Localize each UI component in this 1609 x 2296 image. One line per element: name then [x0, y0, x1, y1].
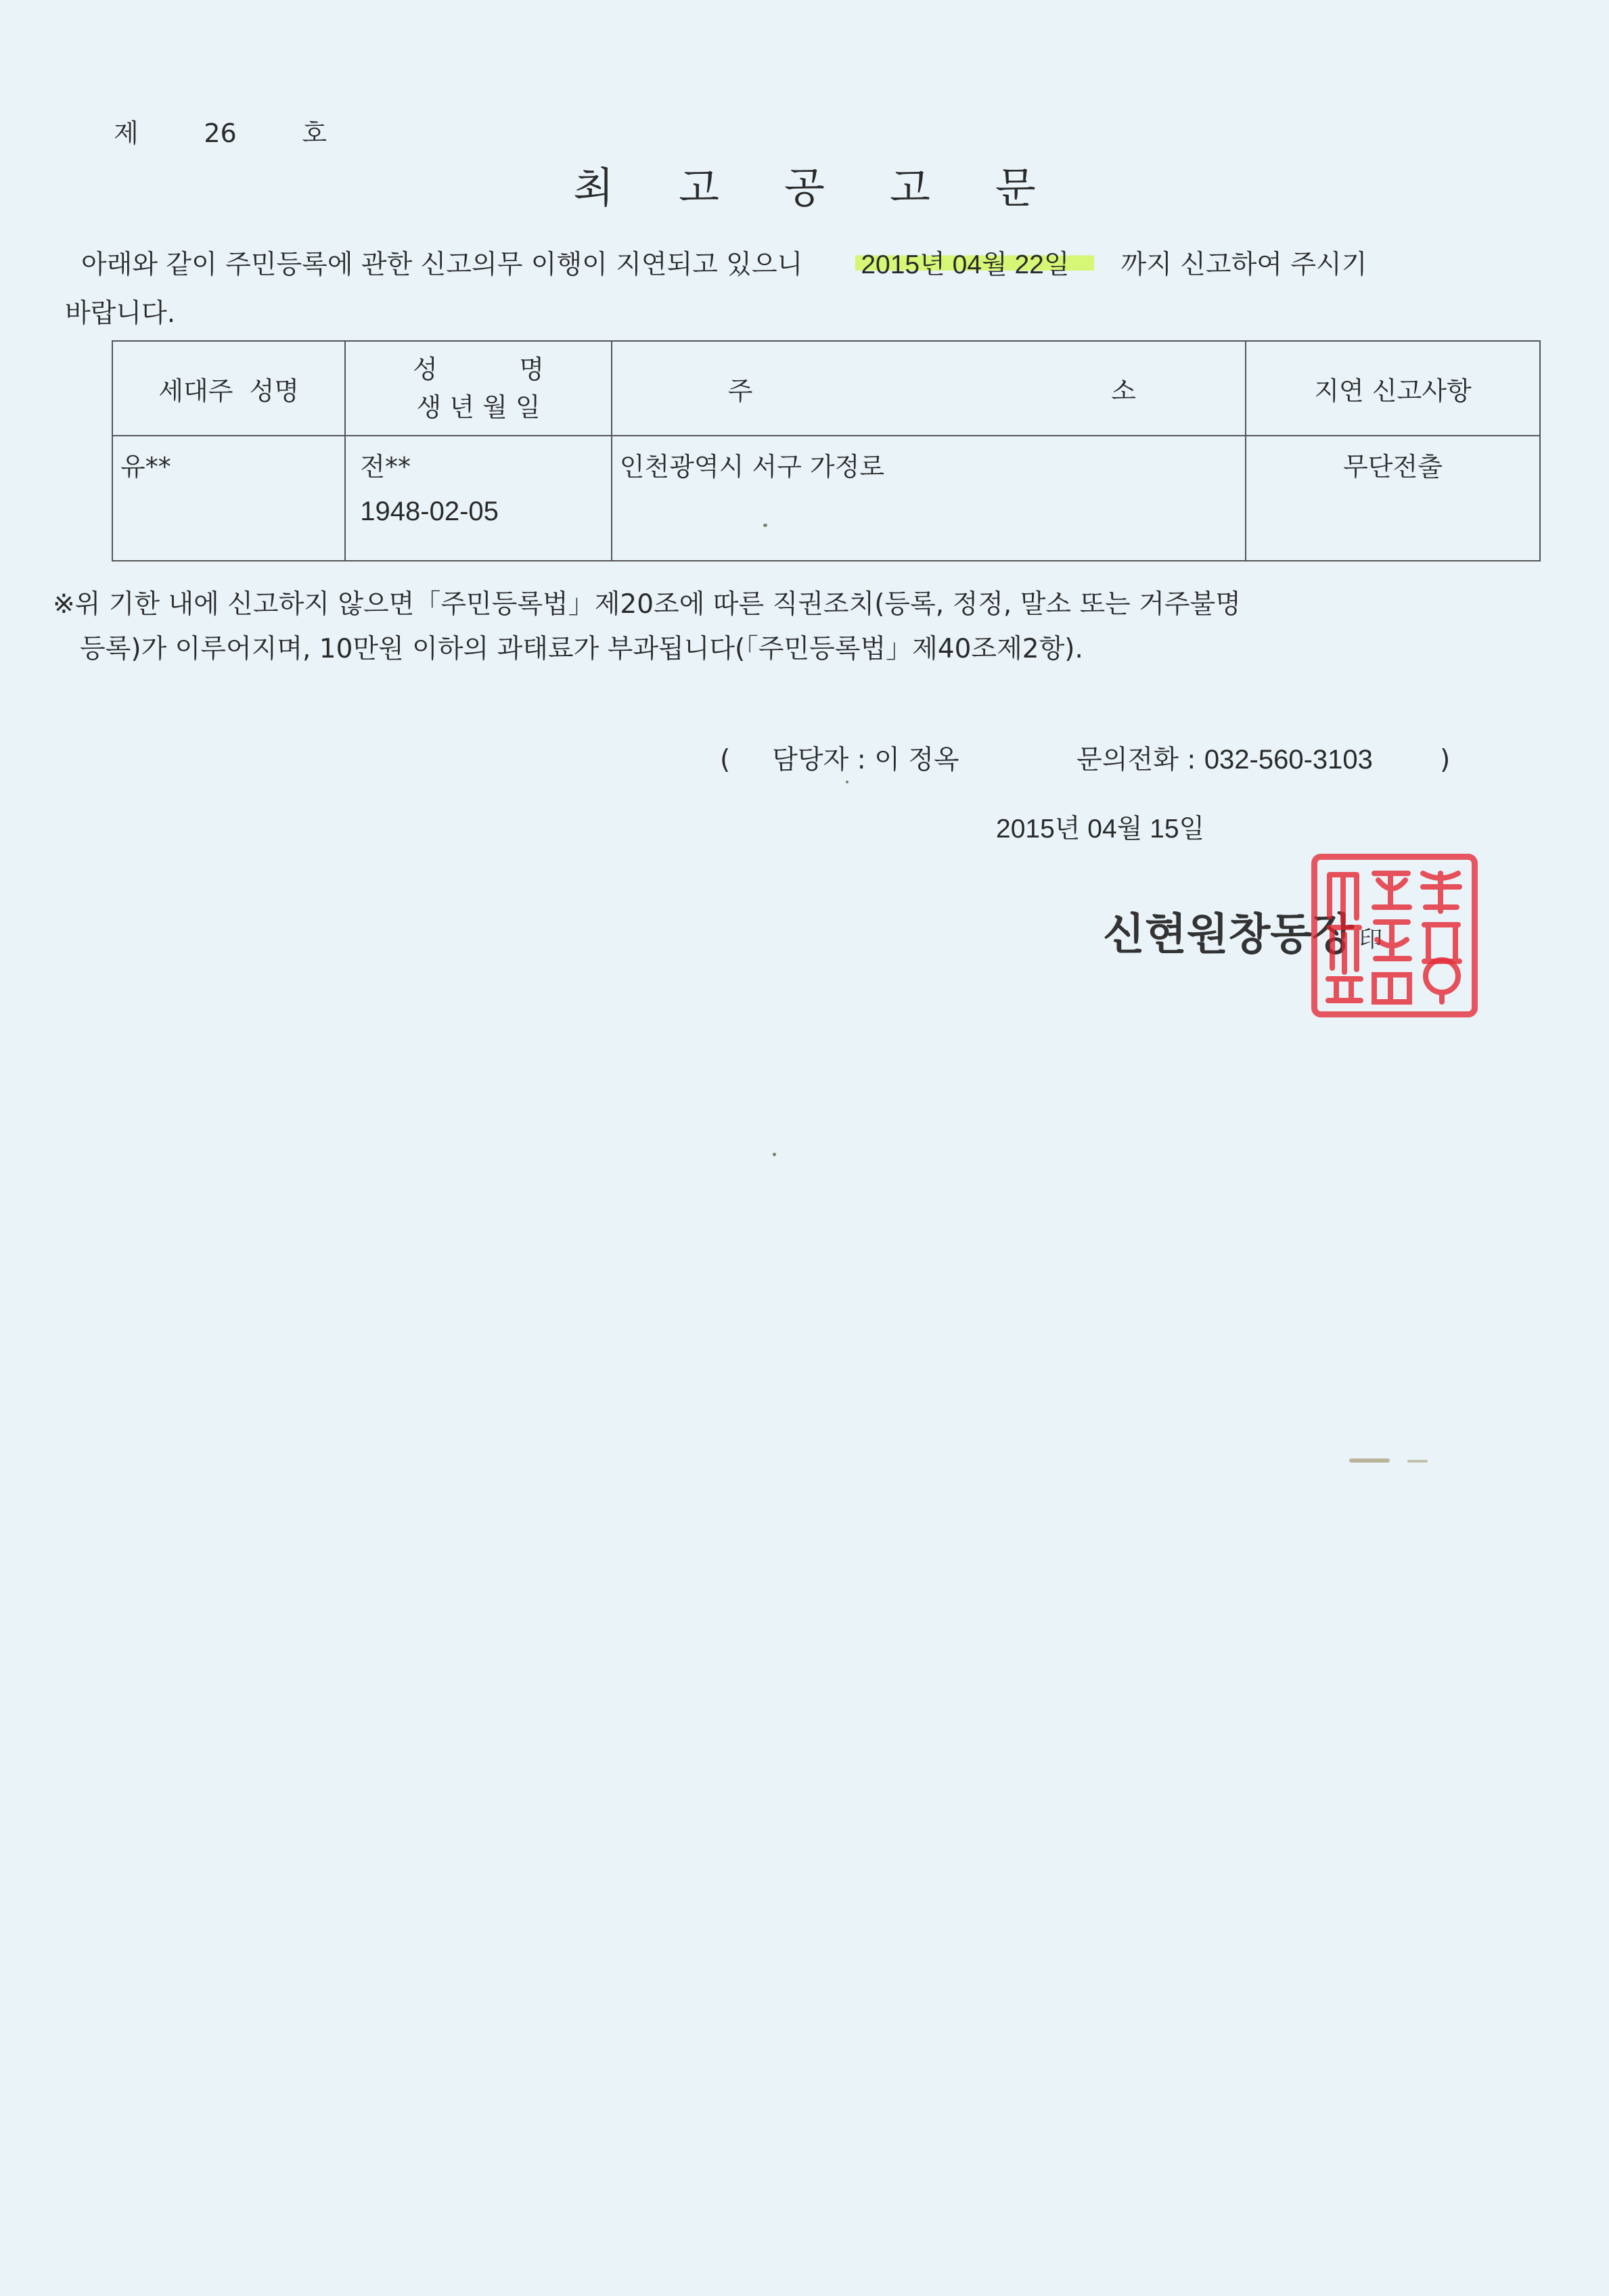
title-char: 고	[889, 163, 930, 212]
issue-date: 2015년 04월 15일	[996, 814, 1205, 844]
seal-stamp-icon	[1317, 860, 1472, 1011]
header-birthdate: 생 년 월 일	[416, 392, 541, 422]
warning-note-line1: ※위 기한 내에 신고하지 않으면「주민등록법」제20조에 따른 직권조치(등록, 정정, 말소 또는 거주불명	[53, 589, 1241, 620]
cell-birth-date: 1948-02-05	[360, 497, 499, 526]
header-name-birthdate	[345, 341, 612, 436]
doc-number-suffix: 호	[302, 118, 327, 148]
document-number	[114, 112, 327, 150]
header-name: 성 명	[412, 354, 545, 384]
intro-text-after: 까지 신고하여 주시기	[1120, 250, 1367, 280]
contact-person-name: 이 정옥	[874, 745, 959, 775]
official-seal	[1311, 854, 1478, 1017]
warning-note-line2: 등록)가 이루어지며, 10만원 이하의 과태료가 부과됩니다(「주민등록법」제40조제2항).	[80, 634, 1083, 664]
intro-text-before: 아래와 같이 주민등록에 관한 신고의무 이행이 지연되고 있으니	[81, 250, 803, 280]
paper-speck	[1407, 1460, 1428, 1463]
header-delay-item: 지연 신고사항	[1246, 341, 1540, 436]
contact-close-paren: )	[1440, 745, 1451, 775]
contact-phone-label: 문의전화 :	[1077, 745, 1196, 775]
contact-phone: 032-560-3103	[1204, 745, 1373, 775]
contact-open-paren: (	[720, 745, 731, 775]
contact-person-label: 담당자 :	[772, 745, 866, 775]
cell-delay-item: 무단전출	[1343, 452, 1443, 482]
intro-paragraph	[81, 244, 1367, 281]
deadline-date-highlight: 2015년 04월 22일	[855, 250, 1093, 279]
cell-name: 전**	[360, 452, 411, 482]
table-row	[112, 436, 1540, 561]
title-char: 고	[679, 163, 720, 212]
cell-head-of-household: 유**	[120, 452, 171, 482]
title-char: 공	[784, 163, 825, 212]
header-address-right: 소	[1111, 375, 1137, 406]
doc-number-value: 26	[204, 118, 237, 148]
records-table	[112, 340, 1541, 561]
doc-number-prefix: 제	[114, 118, 139, 148]
intro-paragraph-line2: 바랍니다.	[65, 298, 176, 329]
contact-info	[720, 739, 1450, 777]
paper-speck	[1349, 1459, 1390, 1463]
cell-address: 인천광역시 서구 가정로	[619, 452, 885, 482]
paper-speck	[773, 1153, 776, 1156]
title-char: 문	[995, 163, 1036, 212]
issuer-name: 신현원창동장	[1103, 910, 1354, 960]
seal-mark: 印	[1359, 925, 1382, 953]
paper-speck	[846, 781, 848, 783]
header-address-left: 주	[727, 375, 753, 406]
header-head-of-household: 세대주 성명	[112, 341, 345, 436]
title-char: 최	[573, 163, 614, 212]
header-address	[612, 341, 1246, 436]
paper-speck	[763, 524, 767, 527]
notice-title	[0, 154, 1609, 214]
table-header-row	[112, 341, 1540, 436]
